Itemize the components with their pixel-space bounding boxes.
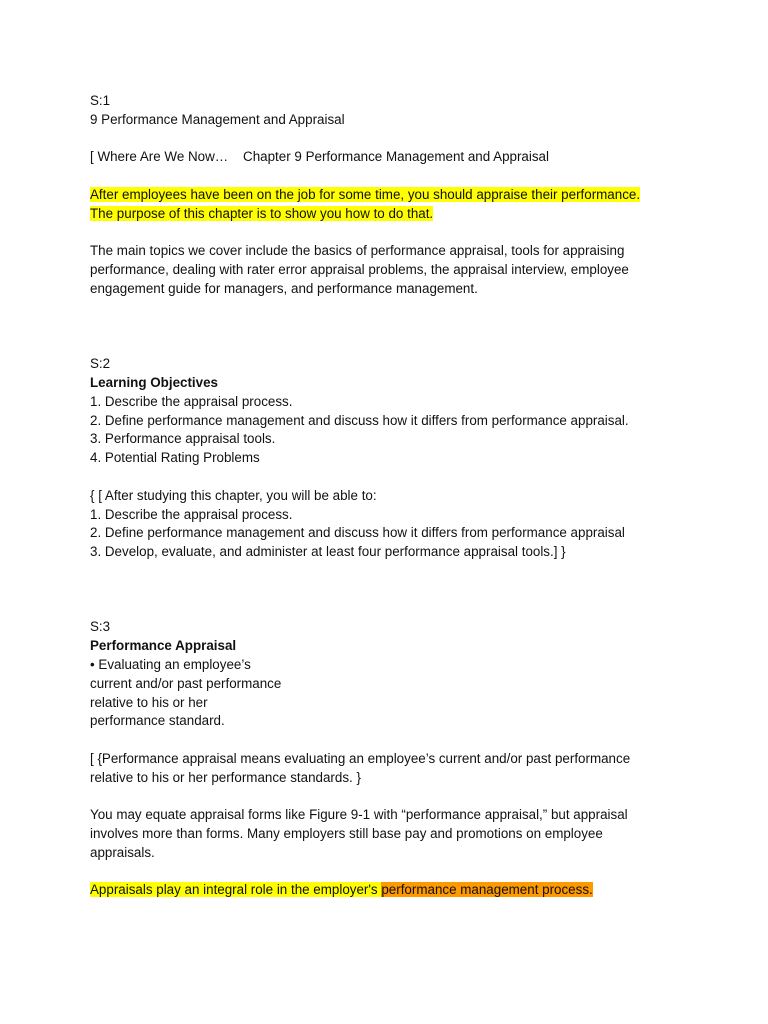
slide-label-s2: S:2 xyxy=(90,356,111,372)
bullet-line: performance standard. xyxy=(90,713,225,729)
spacer xyxy=(90,167,730,186)
note-line: 1. Describe the appraisal process. xyxy=(90,506,293,522)
spacer xyxy=(90,468,730,487)
document-page xyxy=(90,92,730,900)
highlighted-intro-line-1 xyxy=(90,186,730,205)
note-line: { [ After studying this chapter, you will be able to: xyxy=(90,487,377,503)
topics-paragraph: The main topics we cover include the basics of performance appraisal, tools for appraising performance, dealing with rater error appraisal problems, the appraisal interview, employee engagement guide for managers, and performance management. xyxy=(90,243,629,296)
performance-appraisal-heading: Performance Appraisal xyxy=(90,638,237,654)
section-s1 xyxy=(90,92,730,299)
objective-item: 1. Describe the appraisal process. xyxy=(90,393,293,409)
highlight-orange-text: performance management process. xyxy=(381,882,593,898)
chapter-title: 9 Performance Management and Appraisal xyxy=(90,111,345,127)
spacer xyxy=(90,863,730,882)
bullet-line: current and/or past performance xyxy=(90,675,282,691)
section-s2 xyxy=(90,355,730,562)
slide-label-s3: S:3 xyxy=(90,619,111,635)
definition-paragraph: [ {Performance appraisal means evaluating an employee’s current and/or past performance relative to his or her performance standards. } xyxy=(90,750,631,785)
bullet-line: relative to his or her xyxy=(90,694,208,710)
integral-role-line xyxy=(90,881,730,900)
objective-item: 2. Define performance management and discuss how it differs from performance appraisal. xyxy=(90,412,629,428)
spacer xyxy=(90,787,730,806)
highlight-text: The purpose of this chapter is to show you how to do that. xyxy=(90,205,434,221)
where-are-we-line: [ Where Are We Now… Chapter 9 Performance Management and Appraisal xyxy=(90,149,549,165)
spacer xyxy=(90,731,730,750)
slide-label-s1: S:1 xyxy=(90,93,111,108)
bullet-line: • Evaluating an employee’s xyxy=(90,656,251,672)
objective-item: 3. Performance appraisal tools. xyxy=(90,431,276,447)
section-gap xyxy=(90,562,730,618)
section-s3 xyxy=(90,618,730,900)
highlight-text: Appraisals play an integral role in the employer's xyxy=(90,882,382,898)
section-gap xyxy=(90,299,730,355)
note-line: 2. Define performance management and discuss how it differs from performance appraisal xyxy=(90,525,625,541)
forms-paragraph: You may equate appraisal forms like Figure 9-1 with “performance appraisal,” but appraisal involves more than forms. Many employers still base pay and promotions on employee appraisals. xyxy=(90,807,628,860)
highlight-text: After employees have been on the job for some time, you should appraise their performance. xyxy=(90,186,641,202)
objective-item: 4. Potential Rating Problems xyxy=(90,450,260,466)
highlighted-intro-line-2 xyxy=(90,205,730,224)
learning-objectives-heading: Learning Objectives xyxy=(90,374,218,390)
spacer xyxy=(90,130,730,149)
note-line: 3. Develop, evaluate, and administer at least four performance appraisal tools.] } xyxy=(90,544,566,560)
spacer xyxy=(90,224,730,243)
